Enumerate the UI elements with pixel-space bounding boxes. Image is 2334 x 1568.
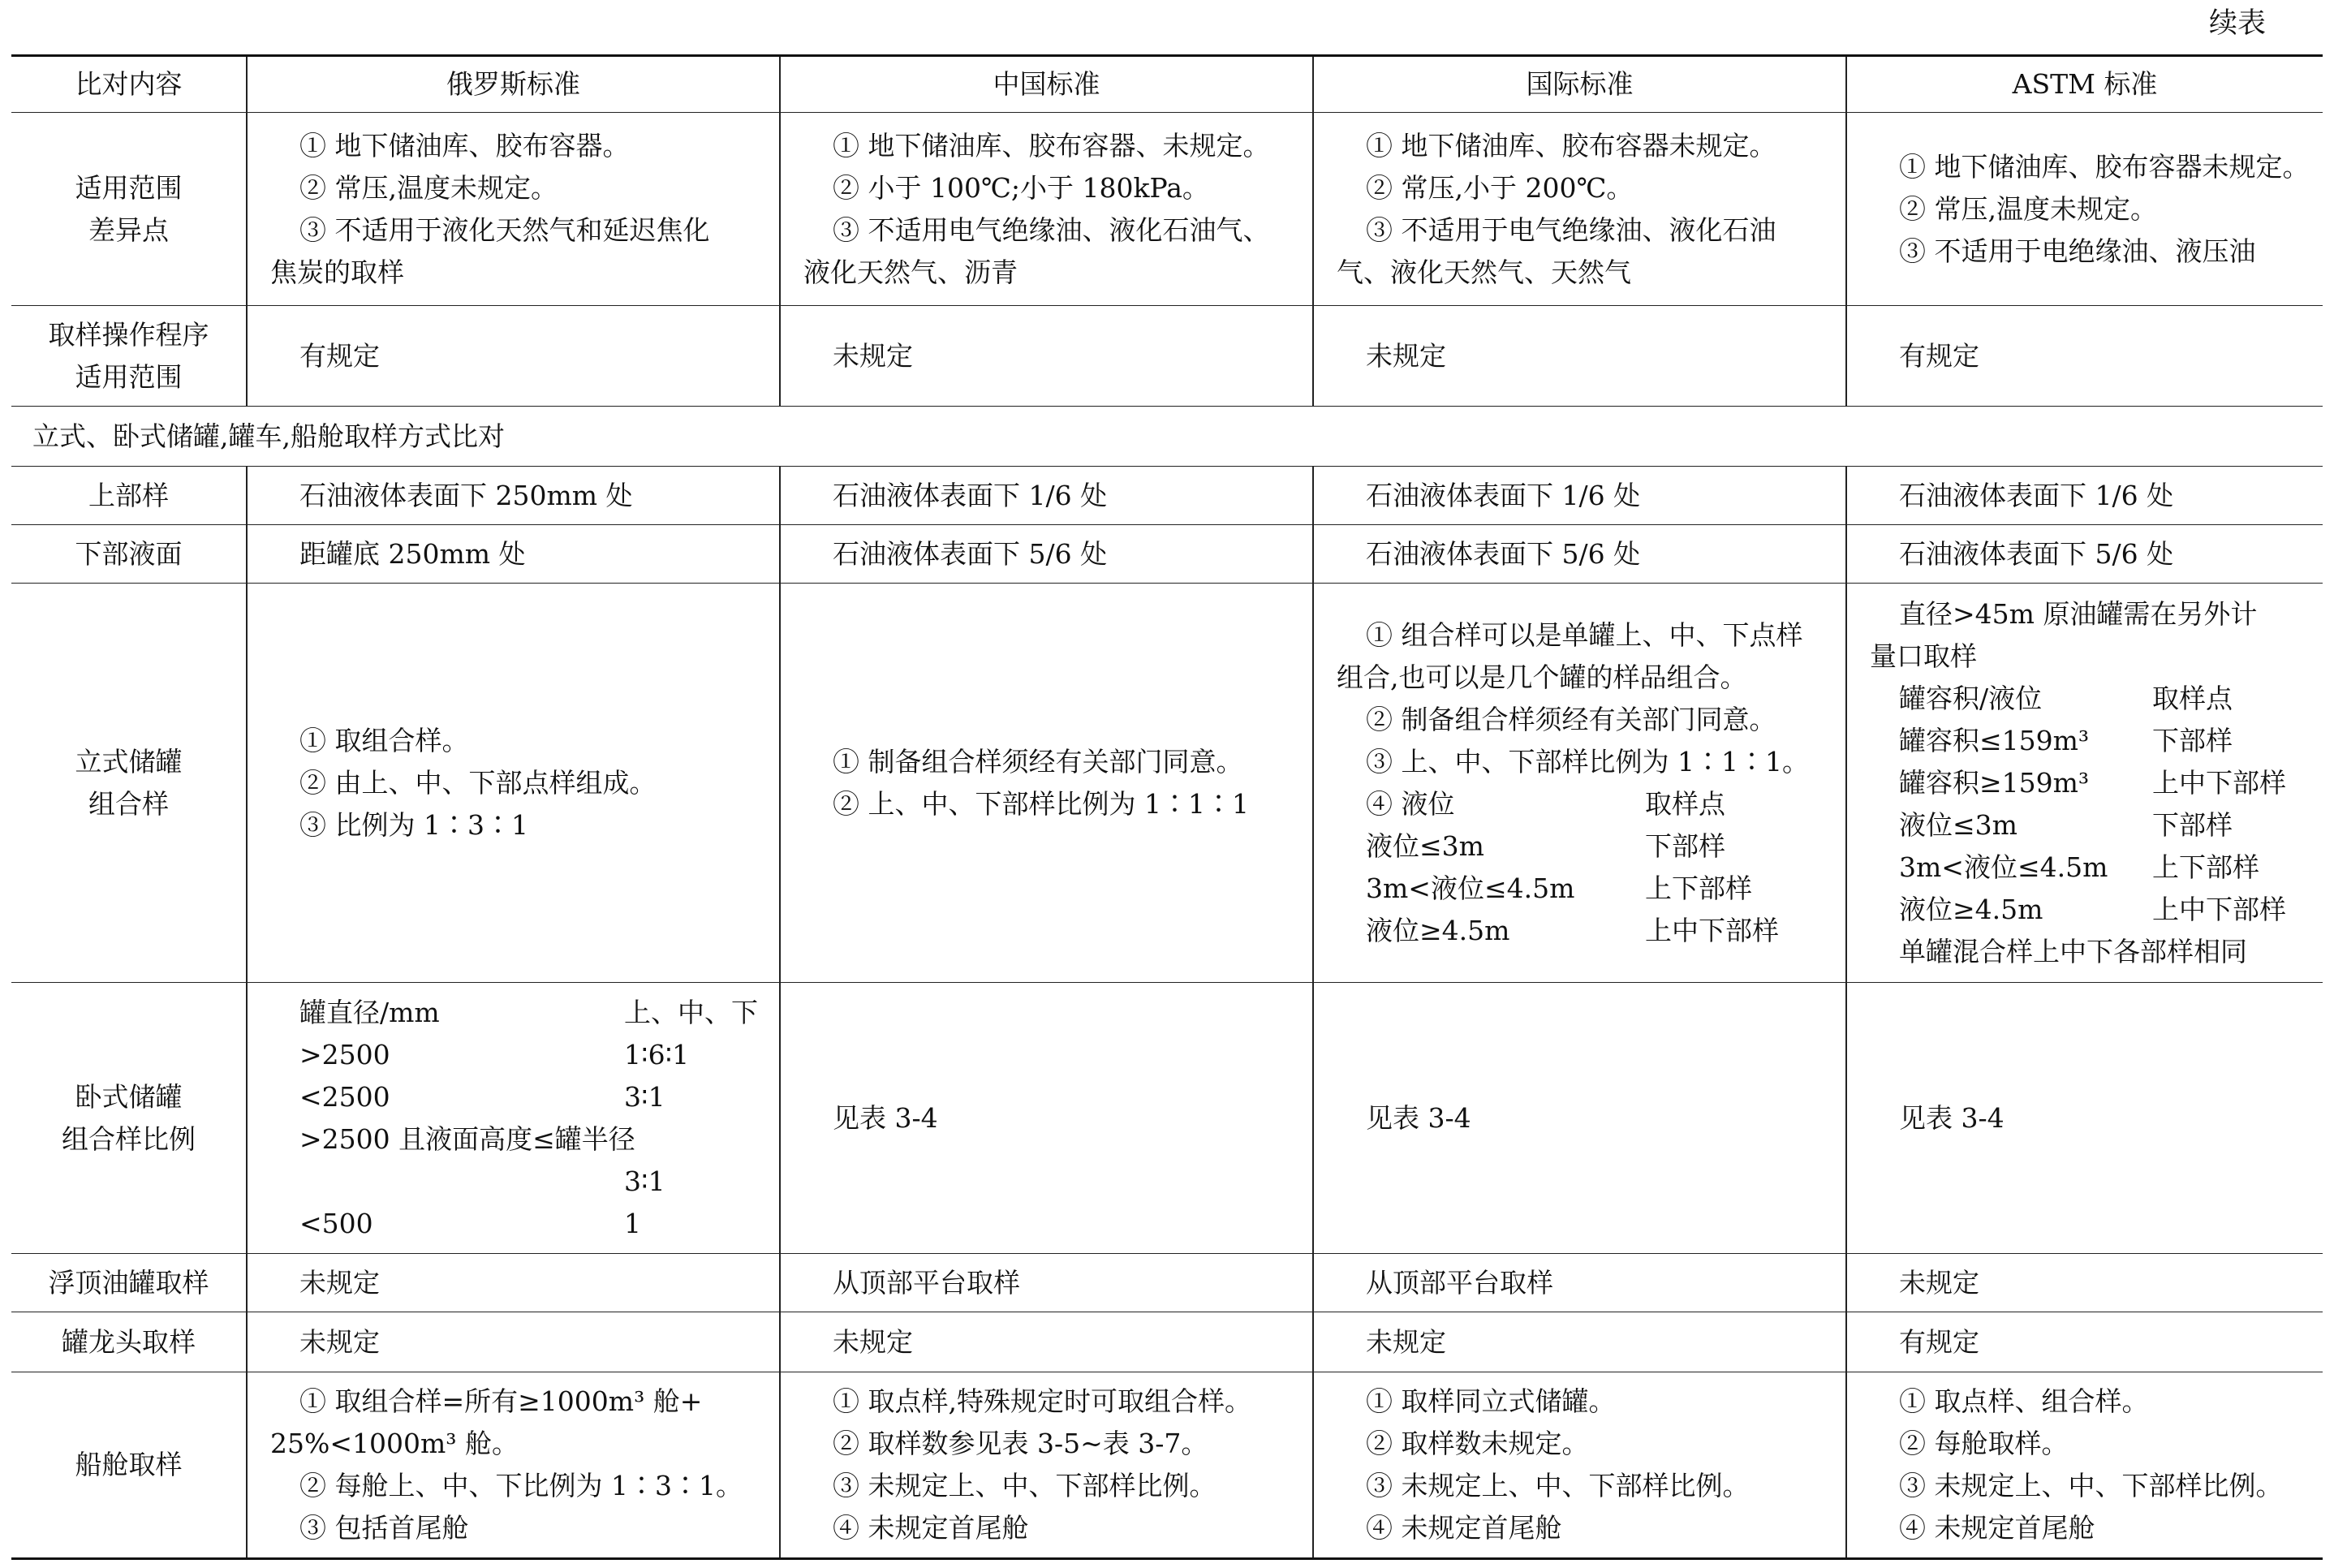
sample-cell: 上中下部样 xyxy=(1645,914,1779,946)
cell-line: 未规定 xyxy=(1366,339,1446,372)
table-row xyxy=(11,467,2323,525)
header-compare-content: 比对内容 xyxy=(11,56,247,113)
cell-line: 量口取样 xyxy=(1870,640,1977,672)
ratio-cell: 1∶6∶1 xyxy=(624,1038,690,1070)
cell-astm xyxy=(1846,584,2323,983)
cell-line: 见表 3-4 xyxy=(1366,1101,1471,1134)
sample-cell: 上下部样 xyxy=(2152,851,2259,883)
cell-line: 未规定 xyxy=(833,339,913,372)
table-row xyxy=(11,1312,2323,1372)
cell-line: ① 地下储油库、胶布容器。 xyxy=(299,129,630,162)
cell-line: 未规定 xyxy=(833,1325,913,1358)
row-label xyxy=(11,1312,247,1372)
row-label-line: 适用范围 xyxy=(75,360,183,393)
header-row xyxy=(11,56,2323,113)
header-china-standard: 中国标准 xyxy=(780,56,1313,113)
cell-line: 未规定 xyxy=(1899,1266,1979,1299)
cell-line: ② 取样数参见表 3-5~表 3-7。 xyxy=(833,1428,1208,1459)
row-label xyxy=(11,1254,247,1312)
section-title: 立式、卧式储罐,罐车,船舱取样方式比对 xyxy=(11,407,2323,467)
cell-russian xyxy=(247,584,780,983)
cell-line: ① 地下储油库、胶布容器未规定。 xyxy=(1366,129,1776,162)
cell-line: ① 取组合样。 xyxy=(299,724,469,756)
cell-astm xyxy=(1846,1254,2323,1312)
cell-line: ③ 未规定上、中、下部样比例。 xyxy=(1366,1470,1750,1501)
cell-line: ② 每舱取样。 xyxy=(1899,1428,2069,1459)
row-label-line: 取样操作程序 xyxy=(48,318,209,351)
cell-china xyxy=(780,525,1313,584)
cell-astm xyxy=(1846,306,2323,407)
cell-china xyxy=(780,1372,1313,1559)
standards-comparison-table xyxy=(11,54,2323,1560)
cell-line: ④ 未规定首尾舱 xyxy=(1899,1512,2095,1544)
cell-international xyxy=(1313,1254,1846,1312)
cell-line: ① 组合样可以是单罐上、中、下点样 xyxy=(1366,618,1803,651)
cell-line: ③ 不适用于液化天然气和延迟焦化 xyxy=(299,213,710,246)
cell-line: ② 由上、中、下部点样组成。 xyxy=(299,766,657,799)
cell-line: 25%<1000m³ 舱。 xyxy=(270,1428,519,1459)
row-label xyxy=(11,525,247,584)
cell-line: ③ 上、中、下部样比例为 1∶1∶1。 xyxy=(1366,745,1809,778)
volume-cell: 液位≥4.5m xyxy=(1899,893,2043,925)
level-sampling-table xyxy=(1337,783,1823,952)
row-label-line: 船舱取样 xyxy=(75,1449,183,1480)
cell-line: 未规定 xyxy=(299,1266,380,1299)
cell-line: ④ 未规定首尾舱 xyxy=(833,1512,1029,1544)
row-label xyxy=(11,467,247,525)
cell-china xyxy=(780,467,1313,525)
diameter-cell: >2500 xyxy=(299,1038,390,1070)
cell-line: 距罐底 250mm 处 xyxy=(299,537,526,570)
cell-line: ② 每舱上、中、下比例为 1∶3∶1。 xyxy=(299,1470,743,1501)
table-row xyxy=(11,306,2323,407)
row-label-line: 组合样比例 xyxy=(62,1122,196,1155)
cell-astm xyxy=(1846,525,2323,584)
table-row xyxy=(11,1372,2323,1559)
table-row xyxy=(11,1254,2323,1312)
cell-line: ③ 未规定上、中、下部样比例。 xyxy=(1899,1470,2283,1501)
cell-international xyxy=(1313,467,1846,525)
volume-cell: 液位≤3m xyxy=(1899,808,2017,841)
diameter-cell: <500 xyxy=(299,1207,373,1239)
level-cell: 液位≤3m xyxy=(1366,829,1484,862)
cell-china xyxy=(780,306,1313,407)
sample-cell: 下部样 xyxy=(1645,829,1725,862)
cell-line: 未规定 xyxy=(299,1325,380,1358)
cell-line: ① 取点样,特殊规定时可取组合样。 xyxy=(833,1385,1251,1417)
cell-line: ① 地下储油库、胶布容器、未规定。 xyxy=(833,129,1270,162)
row-label-line: 组合样 xyxy=(88,787,169,820)
cell-line: ③ 未规定上、中、下部样比例。 xyxy=(833,1470,1217,1501)
cell-line: ① 地下储油库、胶布容器未规定。 xyxy=(1899,150,2310,183)
cell-astm xyxy=(1846,113,2323,306)
sample-cell: 下部样 xyxy=(2152,808,2233,841)
cell-international xyxy=(1313,584,1846,983)
cell-astm xyxy=(1846,1372,2323,1559)
ratio-cell: 3∶1 xyxy=(624,1165,665,1197)
ratio-cell: 上、中、下 xyxy=(624,996,758,1028)
sample-cell: 取样点 xyxy=(2152,682,2233,714)
cell-line: ① 制备组合样须经有关部门同意。 xyxy=(833,745,1243,778)
diameter-cell: 罐直径/mm xyxy=(299,996,440,1028)
cell-line: 未规定 xyxy=(1366,1325,1446,1358)
cell-line: ② 常压,温度未规定。 xyxy=(299,171,558,204)
cell-line: ④ 未规定首尾舱 xyxy=(1366,1512,1562,1544)
cell-line: ③ 不适用于电气绝缘油、液化石油 xyxy=(1366,213,1776,246)
table-row xyxy=(11,983,2323,1254)
ratio-cell: 3∶1 xyxy=(624,1080,665,1113)
sample-cell: 上下部样 xyxy=(1645,872,1752,904)
cell-line: ③ 不适用电气绝缘油、液化石油气、 xyxy=(833,213,1270,246)
cell-international xyxy=(1313,306,1846,407)
sample-cell: 上中下部样 xyxy=(2152,893,2286,925)
cell-line: ② 取样数未规定。 xyxy=(1366,1428,1589,1459)
table-row xyxy=(11,113,2323,306)
cell-line: ① 取组合样=所有≥1000m³ 舱+ xyxy=(299,1385,703,1417)
cell-russian xyxy=(247,113,780,306)
cell-line: 石油液体表面下 1/6 处 xyxy=(1899,479,2174,511)
cell-astm xyxy=(1846,983,2323,1254)
cell-line: ② 常压,小于 200℃。 xyxy=(1366,171,1634,204)
row-label-line: 罐龙头取样 xyxy=(62,1325,196,1358)
row-label xyxy=(11,1372,247,1559)
cell-international xyxy=(1313,983,1846,1254)
cell-line: 直径>45m 原油罐需在另外计 xyxy=(1899,597,2258,630)
diameter-ratio-table xyxy=(270,992,756,1245)
level-cell: 液位≥4.5m xyxy=(1366,914,1510,946)
cell-line: 石油液体表面下 1/6 处 xyxy=(833,479,1108,511)
sample-cell: 取样点 xyxy=(1645,787,1725,820)
row-label-line: 上部样 xyxy=(88,479,169,511)
cell-russian xyxy=(247,1372,780,1559)
cell-line: ③ 比例为 1∶3∶1 xyxy=(299,808,528,841)
cell-line: ② 常压,温度未规定。 xyxy=(1899,192,2157,225)
cell-russian xyxy=(247,525,780,584)
cell-russian xyxy=(247,983,780,1254)
table-row xyxy=(11,584,2323,983)
volume-cell: 罐容积/液位 xyxy=(1899,682,2043,714)
cell-line: 有规定 xyxy=(299,339,380,372)
cell-china xyxy=(780,983,1313,1254)
row-label xyxy=(11,983,247,1254)
cell-line: 从顶部平台取样 xyxy=(1366,1266,1553,1299)
row-label-line: 下部液面 xyxy=(75,537,183,570)
cell-line: ① 取样同立式储罐。 xyxy=(1366,1385,1616,1417)
cell-astm xyxy=(1846,467,2323,525)
cell-line: 石油液体表面下 1/6 处 xyxy=(1366,479,1641,511)
row-label-line: 浮顶油罐取样 xyxy=(48,1266,209,1299)
cell-line: 液化天然气、沥青 xyxy=(803,256,1018,288)
cell-line: ② 上、中、下部样比例为 1∶1∶1 xyxy=(833,787,1249,820)
cell-line: ③ 不适用于电绝缘油、液压油 xyxy=(1899,235,2256,267)
cell-international xyxy=(1313,113,1846,306)
diameter-cell: <2500 xyxy=(299,1080,390,1113)
header-astm-standard: ASTM 标准 xyxy=(1846,56,2323,113)
row-label xyxy=(11,306,247,407)
cell-astm xyxy=(1846,1312,2323,1372)
diameter-cell xyxy=(299,1161,624,1203)
cell-line: ③ 包括首尾舱 xyxy=(299,1512,469,1544)
cell-line: 石油液体表面下 250mm 处 xyxy=(299,479,633,511)
row-label-line: 差异点 xyxy=(88,213,169,246)
cell-russian xyxy=(247,1312,780,1372)
cell-line: 石油液体表面下 5/6 处 xyxy=(833,537,1108,570)
cell-line: 焦炭的取样 xyxy=(270,256,404,288)
cell-russian xyxy=(247,467,780,525)
cell-china xyxy=(780,584,1313,983)
diameter-cell: >2500 且液面高度≤罐半径 xyxy=(299,1122,635,1155)
cell-china xyxy=(780,113,1313,306)
cell-line: ② 小于 100℃;小于 180kPa。 xyxy=(833,171,1209,204)
section-row xyxy=(11,407,2323,467)
cell-line: 见表 3-4 xyxy=(833,1101,938,1134)
row-label-line: 卧式储罐 xyxy=(75,1080,183,1113)
volume-cell: 罐容积≥159m³ xyxy=(1899,766,2090,799)
header-international-standard: 国际标准 xyxy=(1313,56,1846,113)
cell-line: 有规定 xyxy=(1899,1325,1979,1358)
row-label-line: 适用范围 xyxy=(75,171,183,204)
cell-china xyxy=(780,1254,1313,1312)
ratio-cell: 1 xyxy=(624,1207,641,1239)
cell-line: 单罐混合样上中下各部样相同 xyxy=(1899,935,2247,967)
table-row xyxy=(11,525,2323,584)
cell-international xyxy=(1313,1372,1846,1559)
cell-international xyxy=(1313,1312,1846,1372)
volume-cell: 3m<液位≤4.5m xyxy=(1899,851,2108,883)
volume-cell: 罐容积≤159m³ xyxy=(1899,724,2090,756)
sample-cell: 下部样 xyxy=(2152,724,2233,756)
cell-line: 石油液体表面下 5/6 处 xyxy=(1899,537,2174,570)
level-cell: ④ 液位 xyxy=(1366,787,1455,820)
level-cell: 3m<液位≤4.5m xyxy=(1366,872,1575,904)
row-label xyxy=(11,584,247,983)
cell-line: 气、液化天然气、天然气 xyxy=(1337,256,1631,288)
cell-line: ② 制备组合样须经有关部门同意。 xyxy=(1366,703,1776,735)
cell-line: 从顶部平台取样 xyxy=(833,1266,1020,1299)
cell-line: 有规定 xyxy=(1899,339,1979,372)
cell-russian xyxy=(247,1254,780,1312)
cell-line: ① 取点样、组合样。 xyxy=(1899,1385,2149,1417)
cell-china xyxy=(780,1312,1313,1372)
cell-international xyxy=(1313,525,1846,584)
volume-sampling-table xyxy=(1870,678,2300,931)
cell-russian xyxy=(247,306,780,407)
cell-line: 石油液体表面下 5/6 处 xyxy=(1366,537,1641,570)
sample-cell: 上中下部样 xyxy=(2152,766,2286,799)
cell-line: 见表 3-4 xyxy=(1899,1101,2005,1134)
continued-label: 续表 xyxy=(2208,7,2266,40)
row-label-line: 立式储罐 xyxy=(75,745,183,778)
header-russian-standard: 俄罗斯标准 xyxy=(247,56,780,113)
row-label xyxy=(11,113,247,306)
cell-line: 组合,也可以是几个罐的样品组合。 xyxy=(1337,661,1747,693)
